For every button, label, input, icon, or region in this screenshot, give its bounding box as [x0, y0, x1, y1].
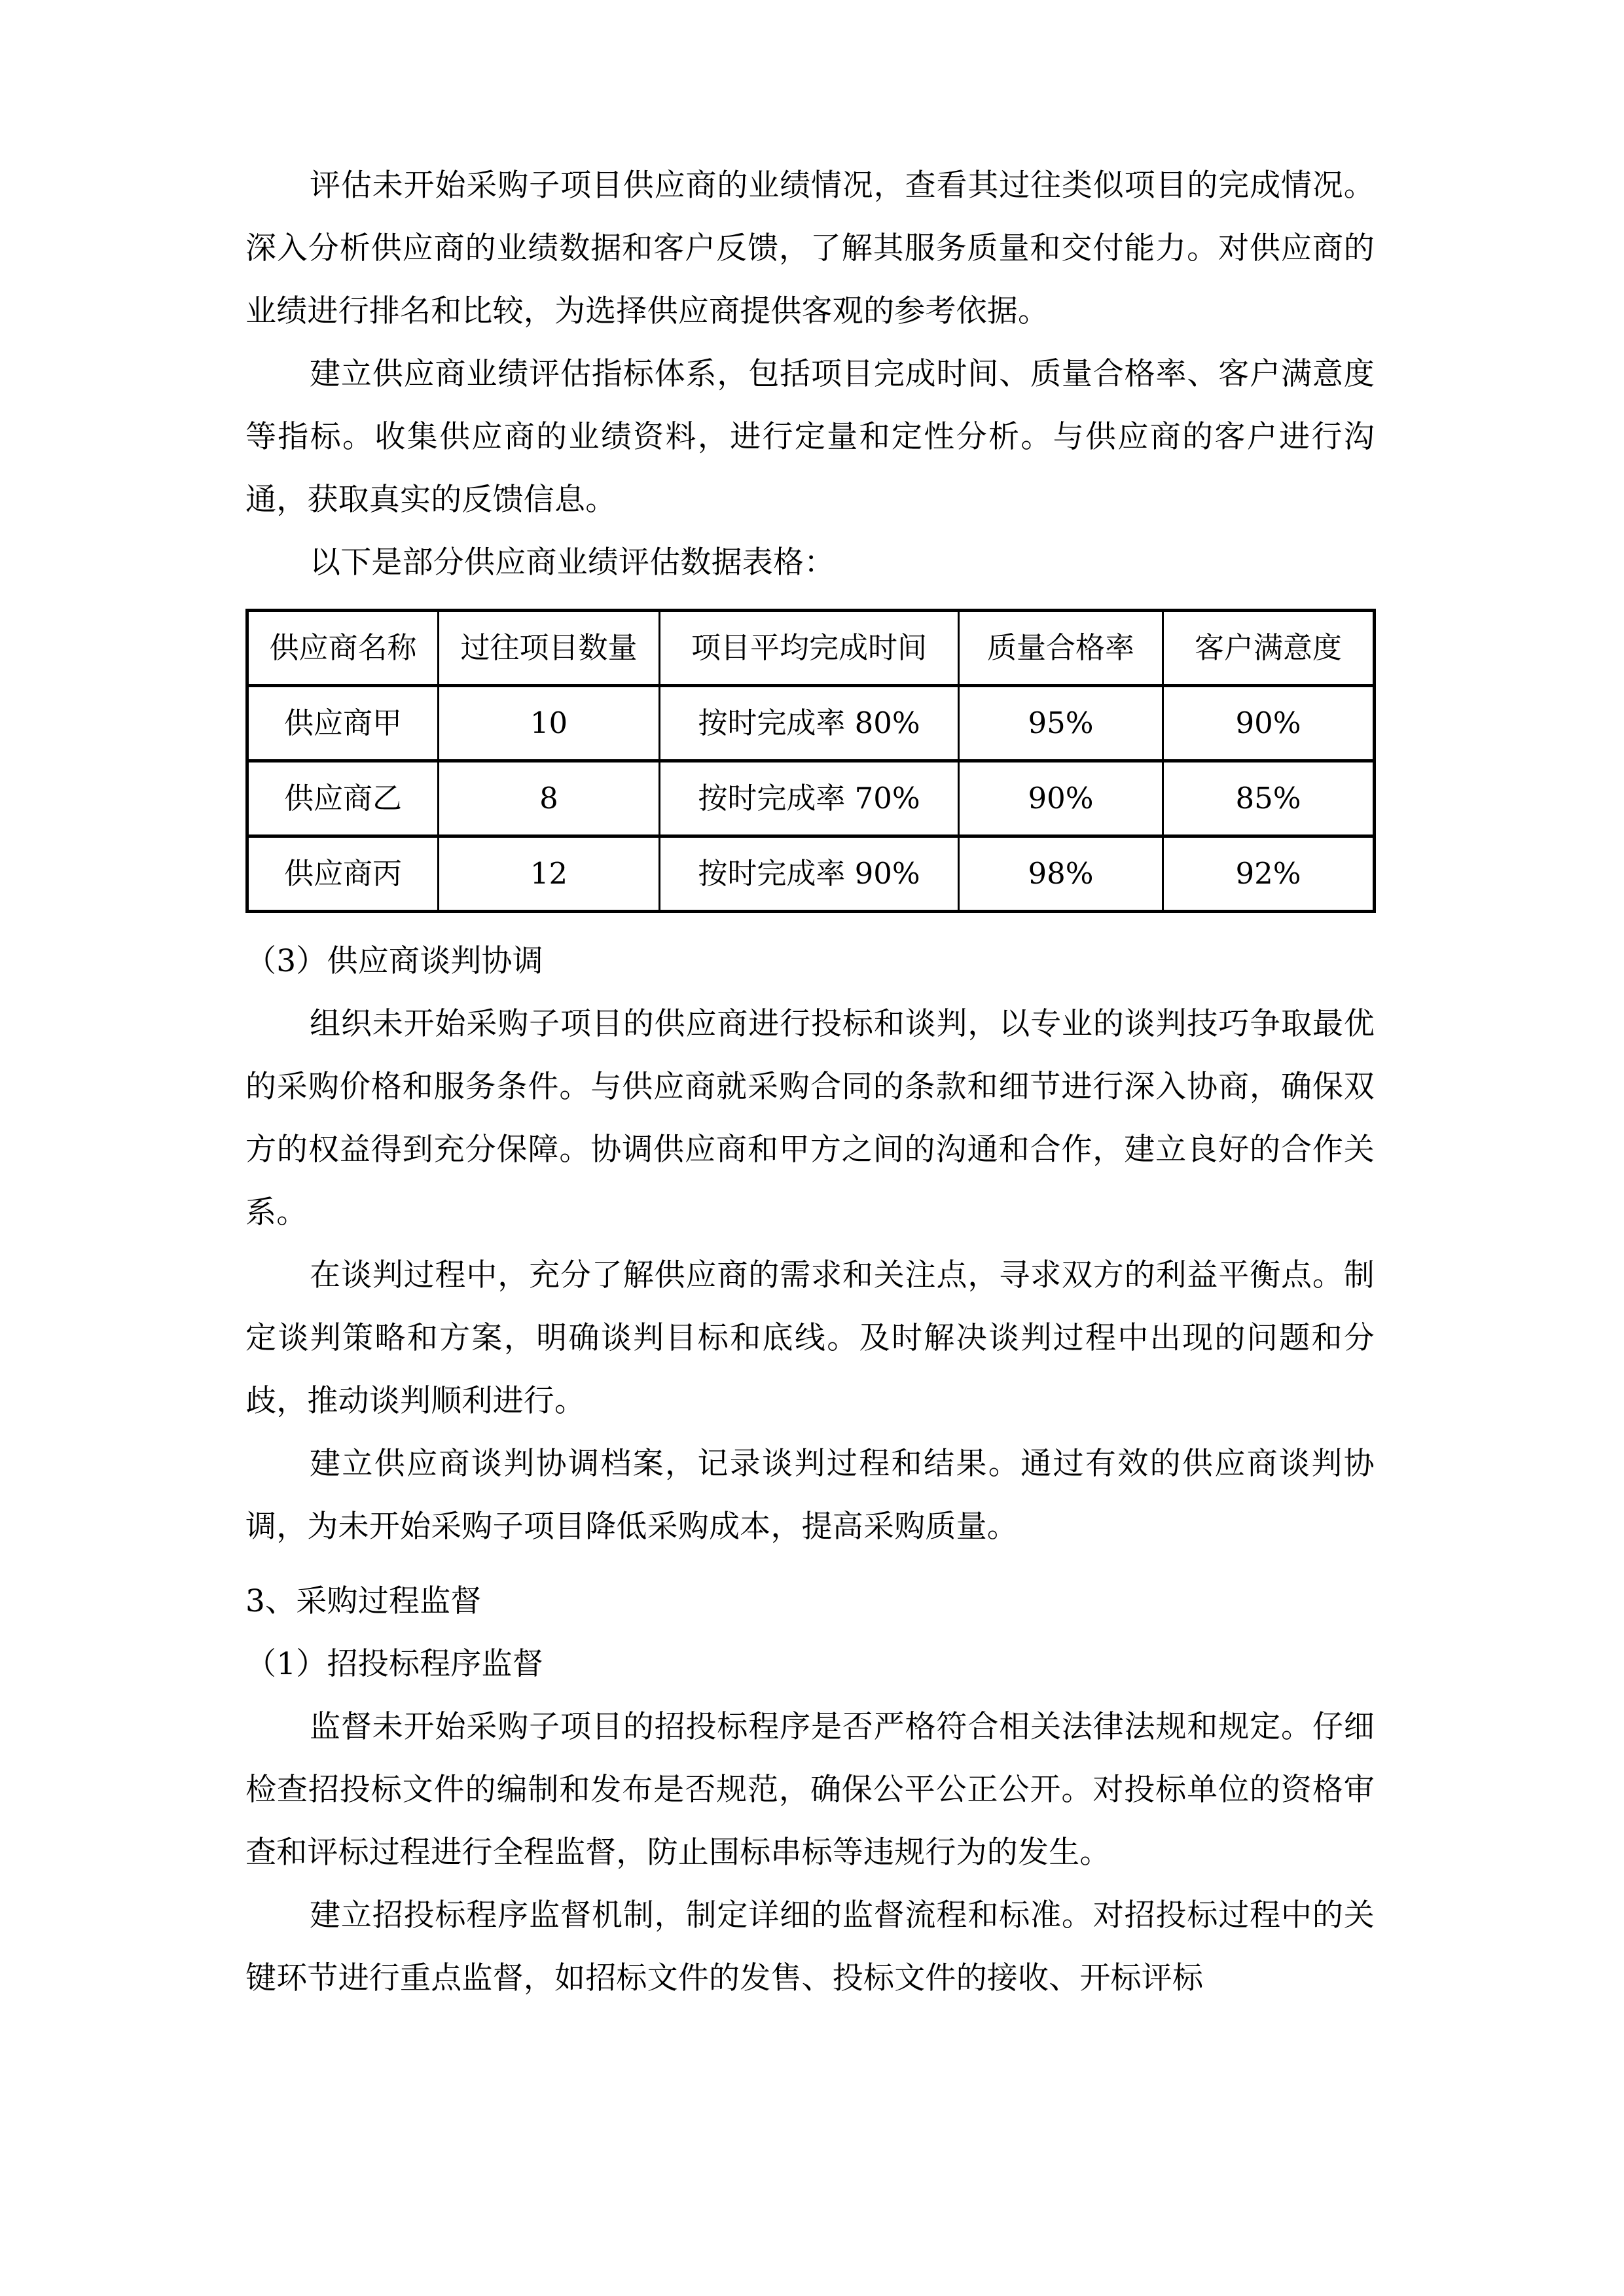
paragraph-negotiation-archive: 建立供应商谈判协调档案，记录谈判过程和结果。通过有效的供应商谈判协调，为未开始采购子项目降低采购成本，提高采购质量。 — [245, 1446, 1375, 1545]
table-cell-past-projects: 8 — [439, 761, 660, 836]
table-cell-avg-completion-time: 按时完成率 90% — [660, 836, 959, 912]
paragraph-negotiation-organization: 组织未开始采购子项目的供应商进行投标和谈判，以专业的谈判技巧争取最优的采购价格和服务条件。与供应商就采购合同的条款和细节进行深入协商，确保双方的权益得到充分保障。协调供应商和甲方之间的沟通和合作，建立良好的合作关系。 — [245, 1006, 1375, 1230]
table-bottom-spacer — [245, 913, 1375, 930]
table-row — [247, 836, 1375, 912]
paragraph-negotiation-process: 在谈判过程中，充分了解供应商的需求和关注点，寻求双方的利益平衡点。制定谈判策略和方案，明确谈判目标和底线。及时解决谈判过程中出现的问题和分歧，推动谈判顺利进行。 — [245, 1257, 1375, 1419]
table-cell-quality-pass-rate: 98% — [959, 836, 1163, 912]
table-cell-past-projects: 10 — [439, 686, 660, 761]
paragraph-bidding-legal-compliance: 监督未开始采购子项目的招投标程序是否严格符合相关法律法规和规定。仔细检查招投标文件的编制和发布是否规范，确保公平公正公开。对投标单位的资格审查和评标过程进行全程监督，防止围标串标等违规行为的发生。 — [245, 1709, 1375, 1871]
table-cell-quality-pass-rate: 95% — [959, 686, 1163, 761]
heading-supplier-negotiation-coordination: （3）供应商谈判协调 — [245, 943, 543, 979]
heading-bidding-procedure-supervision: （1）招投标程序监督 — [245, 1646, 543, 1682]
table-cell-quality-pass-rate: 90% — [959, 761, 1163, 836]
table-cell-supplier-name: 供应商甲 — [247, 686, 439, 761]
table-header-past-projects: 过往项目数量 — [439, 611, 660, 686]
table-cell-customer-satisfaction: 85% — [1163, 761, 1375, 836]
paragraph-table-introduction: 以下是部分供应商业绩评估数据表格： — [310, 545, 835, 581]
paragraph-bidding-supervision-mechanism: 建立招投标程序监督机制，制定详细的监督流程和标准。对招投标过程中的关键环节进行重点监督，如招标文件的发售、投标文件的接收、开标评标 — [245, 1897, 1375, 1996]
table-header-customer-satisfaction: 客户满意度 — [1163, 611, 1375, 686]
table-header-row — [247, 611, 1375, 686]
table-cell-supplier-name: 供应商丙 — [247, 836, 439, 912]
table-row — [247, 686, 1375, 761]
table-header-quality-pass-rate: 质量合格率 — [959, 611, 1163, 686]
table-cell-customer-satisfaction: 90% — [1163, 686, 1375, 761]
table-header-supplier-name: 供应商名称 — [247, 611, 439, 686]
table-cell-avg-completion-time: 按时完成率 80% — [660, 686, 959, 761]
section-gap — [245, 1558, 1375, 1570]
table-top-spacer — [245, 594, 1375, 609]
table-row — [247, 761, 1375, 836]
paragraph-evaluation-index-system: 建立供应商业绩评估指标体系，包括项目完成时间、质量合格率、客户满意度等指标。收集供应商的业绩资料，进行定量和定性分析。与供应商的客户进行沟通，获取真实的反馈信息。 — [245, 356, 1375, 518]
table-cell-supplier-name: 供应商乙 — [247, 761, 439, 836]
paragraph-supplier-performance-evaluation: 评估未开始采购子项目供应商的业绩情况，查看其过往类似项目的完成情况。深入分析供应商的业绩数据和客户反馈，了解其服务质量和交付能力。对供应商的业绩进行排名和比较，为选择供应商提供客观的参考依据。 — [245, 168, 1375, 329]
table-cell-customer-satisfaction: 92% — [1163, 836, 1375, 912]
table-cell-past-projects: 12 — [439, 836, 660, 912]
document-body — [245, 154, 1375, 2010]
table-header-avg-completion-time: 项目平均完成时间 — [660, 611, 959, 686]
supplier-performance-table — [245, 609, 1376, 913]
heading-procurement-process-supervision: 3、采购过程监督 — [245, 1583, 482, 1619]
table-cell-avg-completion-time: 按时完成率 70% — [660, 761, 959, 836]
